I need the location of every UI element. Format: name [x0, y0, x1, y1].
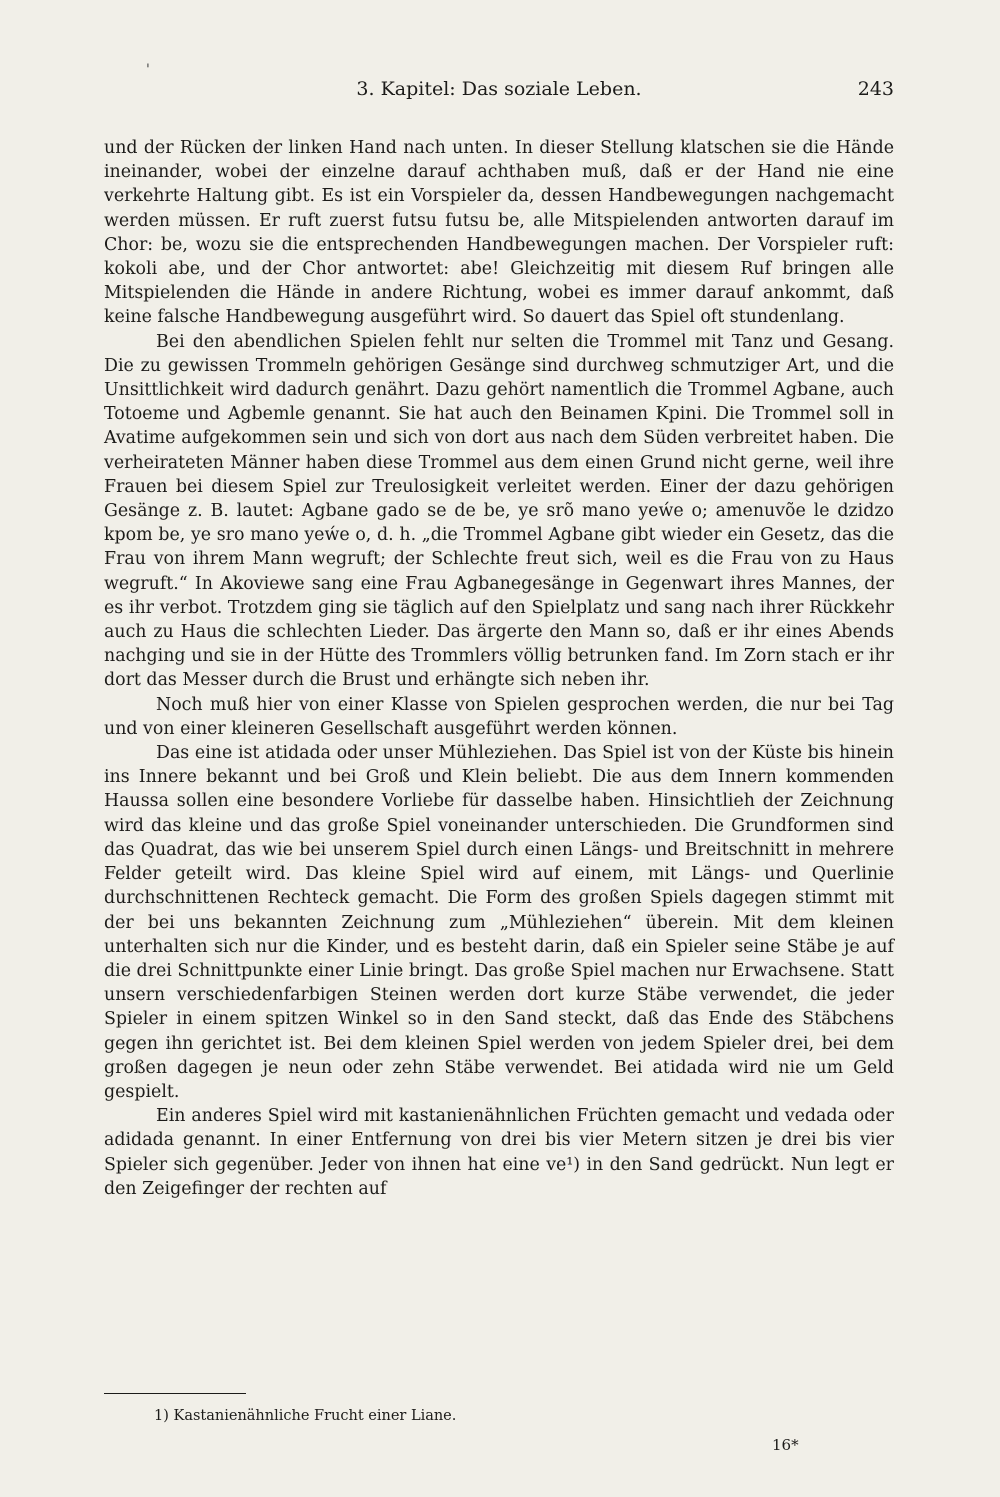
body-text — [104, 136, 894, 1201]
footnote — [154, 1408, 456, 1424]
stray-mark: ' — [146, 62, 150, 78]
paragraph: Noch muß hier von einer Klasse von Spielen gesprochen werden, die nur bei Tag und von einer kleineren Gesellschaft ausgeführt werden können. — [104, 694, 894, 739]
running-header — [104, 78, 894, 114]
paragraph: Ein anderes Spiel wird mit kastanienähnlichen Früchten gemacht und vedada oder adidada genannt. In einer Entfernung von drei bis vier Metern sitzen je drei bis vier Spieler sich gegenüber. Jeder von ihnen hat eine ve¹) in den Sand gedrückt. Nun legt er den Zeigefinger der rechten auf — [104, 1106, 894, 1199]
chapter-title: 3. Kapitel: Das soziale Leben. — [356, 78, 642, 100]
footnote-marker: 1) — [154, 1408, 169, 1424]
page-number: 243 — [857, 78, 894, 100]
paragraph: Bei den abendlichen Spielen fehlt nur selten die Trommel mit Tanz und Gesang. Die zu gewissen Trommeln gehörigen Gesänge sind durchweg schmutziger Art, und die Unsittlichkeit wird dadurch genährt. Dazu gehört namentlich die Trommel Agbane, auch Totoeme und Agbemle genannt. Sie hat auch den Beinamen Kpini. Die Trommel soll in Avatime aufgekommen sein und sich von dort aus nach dem Süden verbreitet haben. Die verheirateten Männer haben diese Trommel aus dem einen Grund nicht gerne, weil ihre Frauen bei diesem Spiel zur Treulosigkeit verleitet werden. Einer der dazu gehörigen Gesänge z. B. lautet: Agbane gado se de be, ye srõ mano yeẃe o; amenuvõe le dzidzo kpom be, ye sro mano yeẃe o, d. h. „die Trommel Agbane gibt wieder ein Gesetz, das die Frau von ihrem Mann wegruft; der Schlechte freut sich, weil es die Frau von zu Haus wegruft.“ In Akoviewe sang eine Frau Agbanegesänge in Gegenwart ihres Mannes, der es ihr verbot. Trotzdem ging sie täglich auf den Spielplatz und sang nach ihrer Rückkehr auch zu Haus die schlechten Lieder. Das ärgerte den Mann so, daß er ihr eines Abends nachging und sie in der Hütte des Trommlers völlig betrunken fand. Im Zorn stach er ihr dort das Messer durch die Brust und erhängte sich neben ihr. — [104, 331, 894, 691]
paragraph: und der Rücken der linken Hand nach unten. In dieser Stellung klatschen sie die Hände ineinander, wobei der einzelne darauf achthaben muß, daß er der Hand nie eine verkehrte Haltung gibt. Es ist ein Vorspieler da, dessen Handbewegungen nachgemacht werden müssen. Er ruft zuerst futsu futsu be, alle Mitspielenden antworten darauf im Chor: be, wozu sie die entsprechenden Handbewegungen machen. Der Vorspieler ruft: kokoli abe, und der Chor antwortet: abe! Gleichzeitig mit diesem Ruf bringen alle Mitspielenden die Hände in andere Richtung, wobei es immer darauf ankommt, daß keine falsche Handbewegung ausgeführt wird. So dauert das Spiel oft stundenlang. — [104, 138, 894, 328]
signature-mark: 16* — [772, 1436, 799, 1454]
footnote-text: Kastanienähnliche Frucht einer Liane. — [173, 1408, 457, 1424]
footnote-rule — [104, 1393, 246, 1394]
paragraph: Das eine ist atidada oder unser Mühleziehen. Das Spiel ist von der Küste bis hinein ins Innere bekannt und bei Groß und Klein beliebt. Die aus dem Innern kommenden Haussa sollen eine besondere Vorliebe für dasselbe haben. Hinsichtlieh der Zeichnung wird das kleine und das große Spiel voneinander unterschieden. Die Grundformen sind das Quadrat, das wie bei unserem Spiel durch einen Längs- und Breitschnitt in mehrere Felder geteilt wird. Das kleine Spiel wird auf einem, mit Längs- und Querlinie durchschnittenen Rechteck gemacht. Die Form des großen Spiels dagegen stimmt mit der bei uns bekannten Zeichnung zum „Mühleziehen“ überein. Mit dem kleinen unterhalten sich nur die Kinder, und es besteht darin, daß ein Spieler seine Stäbe je auf die drei Schnittpunkte einer Linie bringt. Das große Spiel machen nur Erwachsene. Statt unsern verschiedenfarbigen Steinen werden dort kurze Stäbe verwendet, die jeder Spieler in einem spitzen Winkel so in den Sand steckt, daß das Ende des Stäbchens gegen ihn gerichtet ist. Bei dem kleinen Spiel werden von jedem Spieler drei, bei dem großen dagegen je neun oder zehn Stäbe verwendet. Bei atidada wird nie um Geld gespielt. — [104, 743, 894, 1102]
